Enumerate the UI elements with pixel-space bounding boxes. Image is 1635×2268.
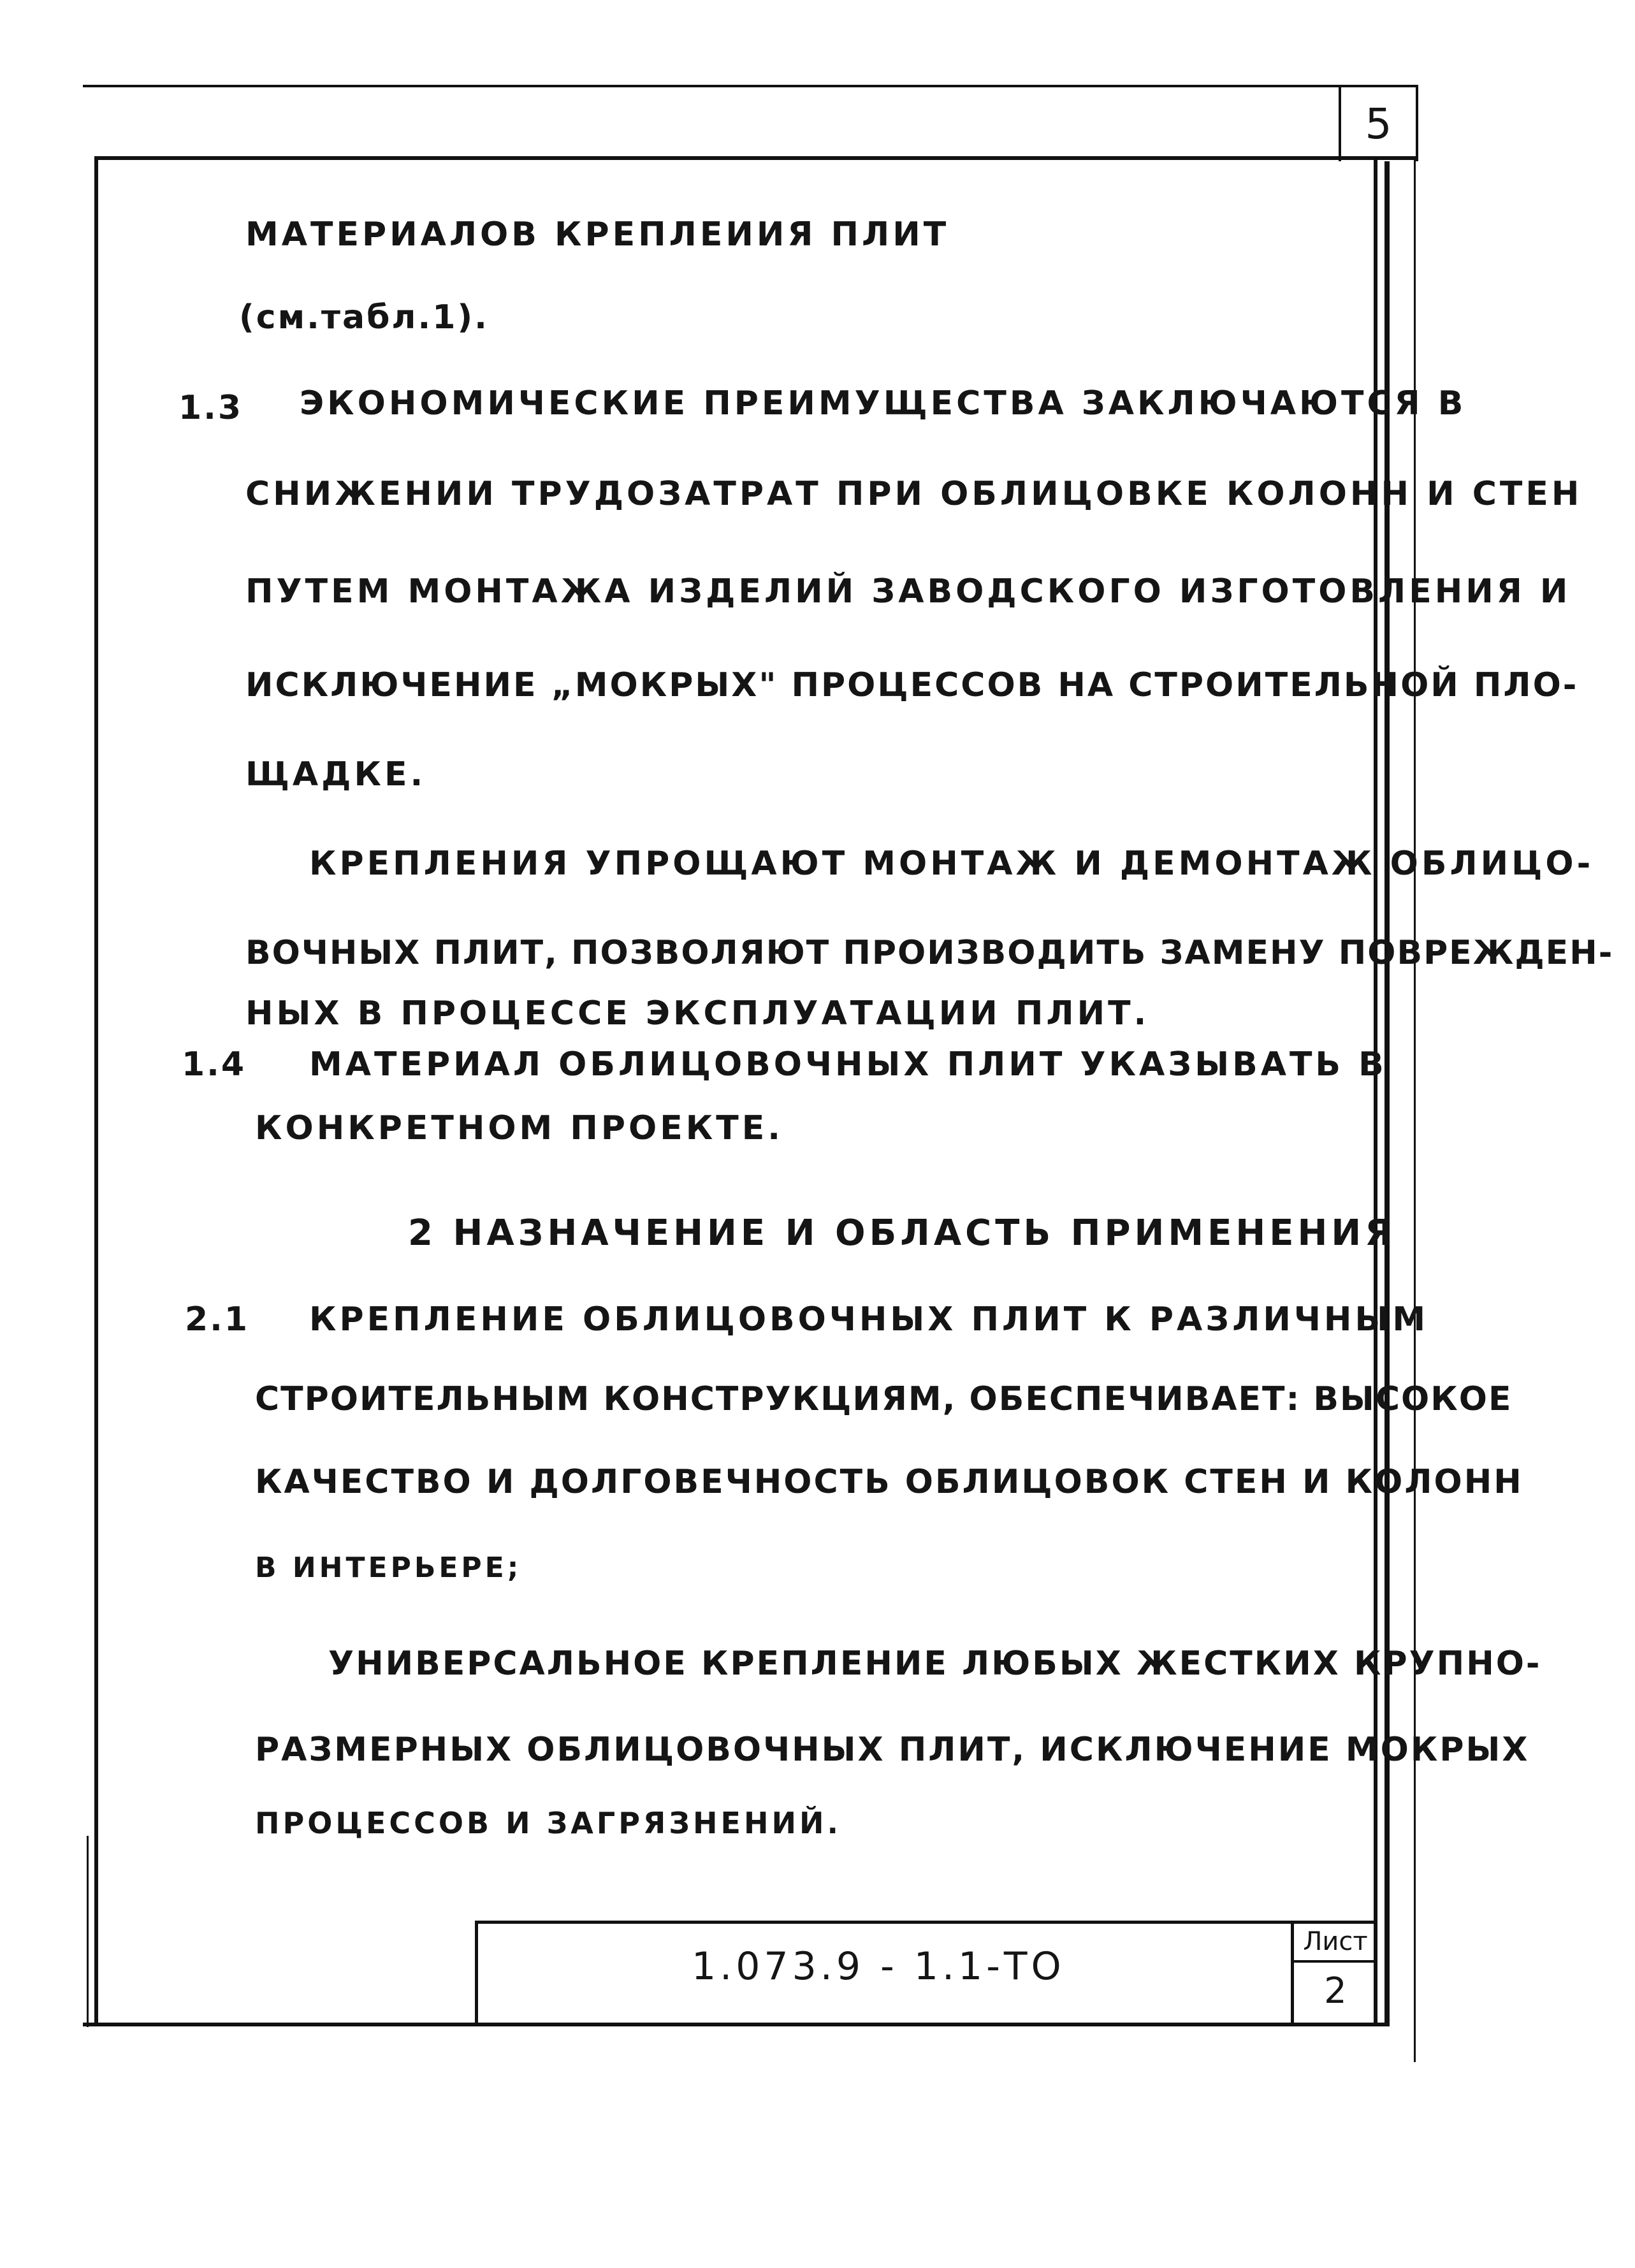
paragraph-line: (см.табл.1). — [239, 298, 489, 337]
frame-top — [94, 156, 1418, 160]
paragraph-line: УНИВЕРСАЛЬНОЕ КРЕПЛЕНИЕ ЛЮБЫХ ЖЕСТКИХ КРУПНО- — [328, 1645, 1542, 1683]
title-block-top — [475, 1921, 1377, 1924]
paragraph-line: ПРОЦЕССОВ И ЗАГРЯЗНЕНИЙ. — [255, 1806, 841, 1840]
sheet-number: 2 — [1324, 1970, 1347, 2012]
title-block-divider-left — [475, 1921, 478, 2023]
scan-left-mark — [87, 1836, 89, 2027]
paragraph-line: МАТЕРИАЛ ОБЛИЦОВОЧНЫХ ПЛИТ УКАЗЫВАТЬ В — [309, 1045, 1387, 1084]
paragraph-line: СТРОИТЕЛЬНЫМ КОНСТРУКЦИЯМ, ОБЕСПЕЧИВАЕТ: ВЫСОКОЕ — [255, 1380, 1513, 1418]
paragraph-line: КОНКРЕТНОМ ПРОЕКТЕ. — [255, 1109, 784, 1147]
sheet-label: Лист — [1303, 1927, 1368, 1956]
paragraph-line: ПУТЕМ МОНТАЖА ИЗДЕЛИЙ ЗАВОДСКОГО ИЗГОТОВЛЕНИЯ И — [245, 572, 1571, 611]
paragraph-line: МАТЕРИАЛОВ КРЕПЛЕИИЯ ПЛИТ — [245, 215, 950, 254]
paragraph-line: РАЗМЕРНЫХ ОБЛИЦОВОЧНЫХ ПЛИТ, ИСКЛЮЧЕНИЕ МОКРЫХ — [255, 1731, 1530, 1769]
paragraph-line: СНИЖЕНИИ ТРУДОЗАТРАТ ПРИ ОБЛИЦОВКЕ КОЛОНН И СТЕН — [245, 475, 1583, 513]
paragraph-line: ЭКОНОМИЧЕСКИЕ ПРЕИМУЩЕСТВА ЗАКЛЮЧАЮТСЯ В — [300, 384, 1467, 423]
paragraph-line: В ИНТЕРЬЕРЕ; — [255, 1552, 522, 1584]
paragraph-line: ЩАДКЕ. — [245, 755, 426, 794]
top-outer-rule — [83, 85, 1418, 87]
paragraph-line: ИСКЛЮЧЕНИЕ „МОКРЫХ" ПРОЦЕССОВ НА СТРОИТЕЛЬНОЙ ПЛО- — [245, 666, 1579, 704]
paragraph-line: ВОЧНЫХ ПЛИТ, ПОЗВОЛЯЮТ ПРОИЗВОДИТЬ ЗАМЕНУ ПОВРЕЖДЕН- — [245, 934, 1614, 972]
frame-right-edge — [1414, 156, 1416, 2062]
frame-left — [94, 156, 98, 2023]
frame-bottom — [83, 2023, 1390, 2026]
sheet-box-divider — [1291, 1960, 1377, 1963]
section-number-1-4: 1.4 — [182, 1045, 247, 1084]
paragraph-line: НЫХ В ПРОЦЕССЕ ЭКСПЛУАТАЦИИ ПЛИТ. — [245, 994, 1150, 1033]
page-number: 5 — [1365, 99, 1392, 149]
section-heading: 2 НАЗНАЧЕНИЕ И ОБЛАСТЬ ПРИМЕНЕНИЯ — [408, 1212, 1397, 1254]
document-code: 1.073.9 - 1.1-ТО — [692, 1944, 1065, 1989]
section-number-2-1: 2.1 — [185, 1300, 250, 1339]
paragraph-line: КАЧЕСТВО И ДОЛГОВЕЧНОСТЬ ОБЛИЦОВОК СТЕН И КОЛОНН — [255, 1463, 1523, 1501]
page-number-box-right — [1416, 85, 1418, 161]
section-number-1-3: 1.3 — [178, 389, 243, 427]
paragraph-line: КРЕПЛЕНИЯ УПРОЩАЮТ МОНТАЖ И ДЕМОНТАЖ ОБЛИЦО- — [309, 845, 1594, 883]
paragraph-line: КРЕПЛЕНИЕ ОБЛИЦОВОЧНЫХ ПЛИТ К РАЗЛИЧНЫМ — [309, 1300, 1429, 1339]
